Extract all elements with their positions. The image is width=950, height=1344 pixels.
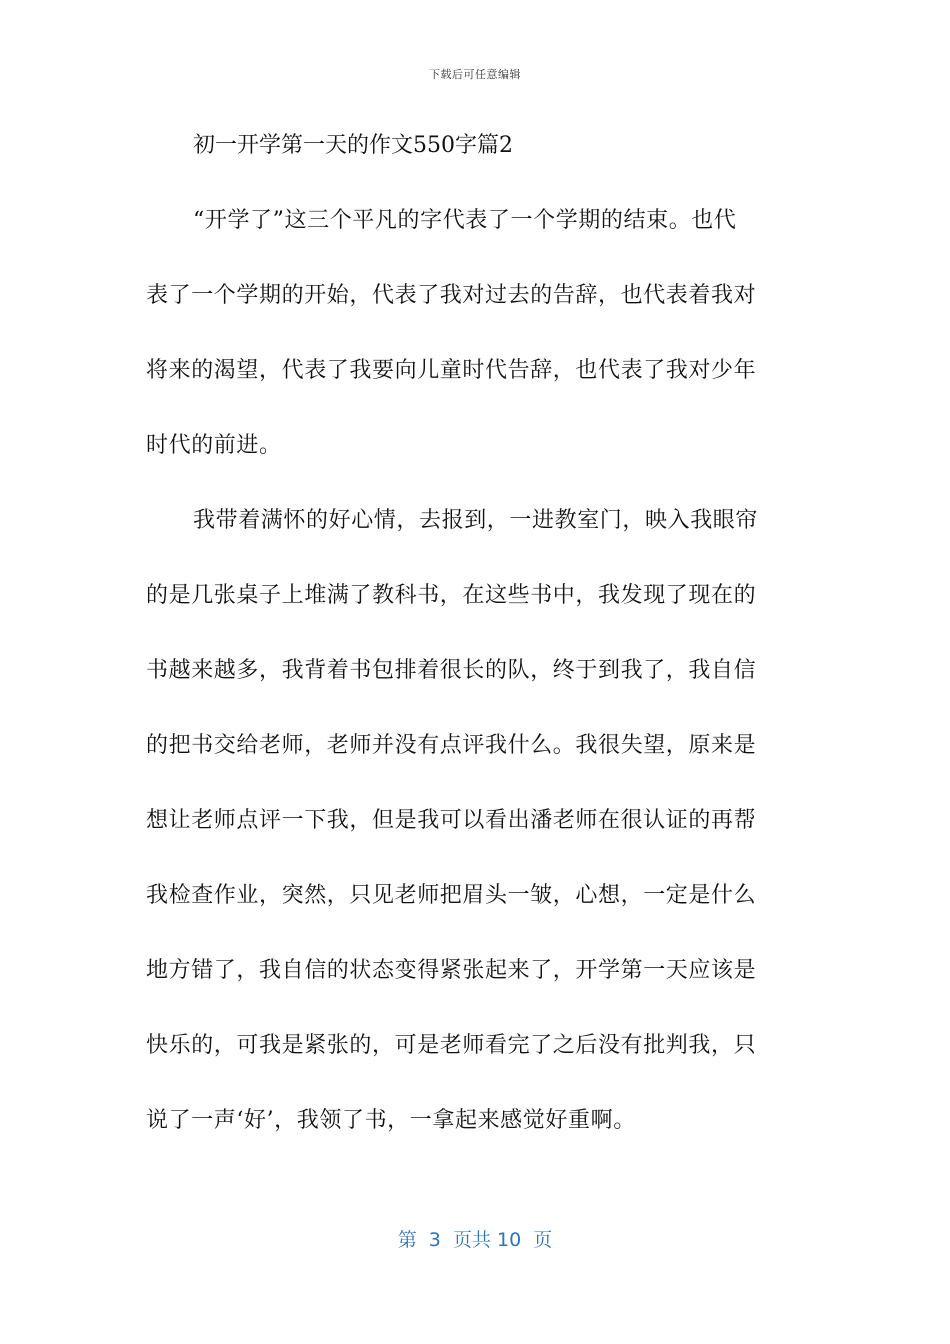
paragraph-line: “开学了”这三个平凡的字代表了一个学期的结束。也代 — [193, 208, 737, 233]
paragraph-line: 我带着满怀的好心情，去报到，一进教室门，映入我眼帘 — [193, 508, 759, 533]
paragraph-line: 快乐的，可我是紧张的，可是老师看完了之后没有批判我，只 — [146, 1033, 757, 1058]
page-header-note: 下载后可任意编辑 — [429, 68, 521, 81]
paragraph-line: 想让老师点评一下我，但是我可以看出潘老师在很认证的再帮 — [146, 808, 757, 833]
paragraph-line: 书越来越多，我背着书包排着很长的队，终于到我了，我自信 — [146, 658, 757, 683]
paragraph-line: 表了一个学期的开始，代表了我对过去的告辞，也代表着我对 — [146, 283, 757, 308]
paragraph-line: 我检查作业，突然，只见老师把眉头一皱，心想，一定是什么 — [146, 883, 757, 908]
paragraph-line: 说了一声‘好’，我领了书，一拿起来感觉好重啊。 — [146, 1108, 636, 1133]
essay-title: 初一开学第一天的作文550字篇2 — [193, 133, 513, 158]
paragraph-line: 地方错了，我自信的状态变得紧张起来了，开学第一天应该是 — [146, 958, 757, 983]
paragraph-line: 将来的渴望，代表了我要向儿童时代告辞，也代表了我对少年 — [146, 358, 757, 383]
page-number-footer: 第 3 页共 10 页 — [397, 1229, 553, 1251]
paragraph-line: 的是几张桌子上堆满了教科书，在这些书中，我发现了现在的 — [146, 583, 757, 608]
paragraph-line: 时代的前进。 — [146, 433, 282, 458]
paragraph-line: 的把书交给老师，老师并没有点评我什么。我很失望，原来是 — [146, 733, 757, 758]
